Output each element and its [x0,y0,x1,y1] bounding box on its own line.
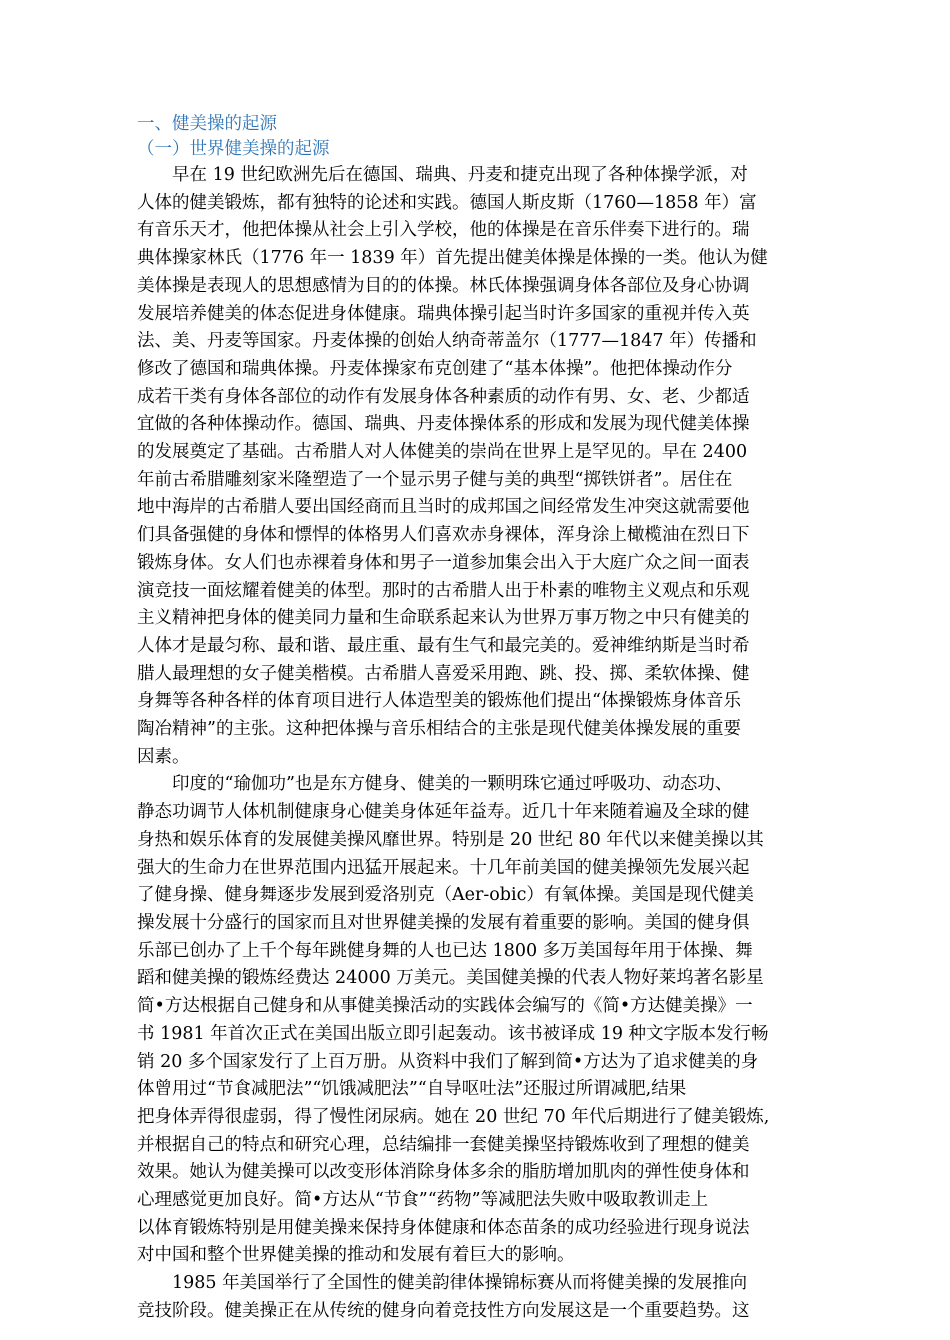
text-line: 宜做的各种体操动作。德国、瑞典、丹麦体操体系的形成和发展为现代健美体操 [137,414,750,435]
text-line: 的发展奠定了基础。古希腊人对人体健美的崇尚在世界上是罕见的。早在 2400 [137,442,748,463]
text-line: 心理感觉更加良好。简•方达从“节食”“药物”等减肥法失败中吸取教训走上 [137,1190,709,1211]
text-line: 简•方达根据自己健身和从事健美操活动的实践体会编写的《简•方达健美操》一 [137,996,753,1017]
paragraph-yoga-and-america [137,771,821,1270]
text-line: 腊人最理想的女子健美楷模。古希腊人喜爱采用跑、跳、投、掷、柔软体操、健 [137,663,750,684]
text-line: 美体操是表现人的思想感情为目的的体操。林氏体操强调身体各部位及身心协调 [137,275,750,296]
text-line: 主义精神把身体的健美同力量和生命联系起来认为世界万事万物之中只有健美的 [137,608,750,629]
text-line: 体曾用过“节食减肥法”“饥饿减肥法”“自导呕吐法”还服过所谓减肥,结果 [137,1079,687,1100]
text-line: 把身体弄得很虚弱，得了慢性闭尿病。她在 20 世纪 70 年代后期进行了健美锻炼, [137,1106,770,1127]
text-line: 竞技阶段。健美操正在从传统的健身向着竞技性方向发展这是一个重要趋势。这 [137,1300,750,1321]
text-line: 修改了德国和瑞典体操。丹麦体操家布克创建了“基本体操”。他把体操动作分 [137,358,733,379]
text-line: 因素。 [137,746,190,767]
text-line: 们具备强健的身体和慓悍的体格男人们喜欢赤身裸体，浑身涂上橄榄油在烈日下 [137,525,750,546]
document-page [137,112,821,1326]
text-line: 年前古希腊雕刻家米隆塑造了一个显示男子健与美的典型“掷铁饼者”。居住在 [137,469,733,490]
text-line: 身热和娱乐体育的发展健美操风靡世界。特别是 20 世纪 80 年代以来健美操以其 [137,829,764,850]
text-line: 静态功调节人体机制健康身心健美身体延年益寿。近几十年来随着遍及全球的健 [137,802,750,823]
text-line: 地中海岸的古希腊人要出国经商而且当时的成邦国之间经常发生冲突这就需要他 [137,497,750,518]
text-line: 效果。她认为健美操可以改变形体消除身体多余的脂肪增加肌肉的弹性使身体和 [137,1162,750,1183]
paragraph-european-origins [137,162,821,771]
text-line: 人体的健美锻炼，都有独特的论述和实践。德国人斯皮斯（1760—1858 年）富 [137,192,757,213]
text-line: 了健身操、健身舞逐步发展到爱洛别克（Aer-obic）有氧体操。美国是现代健美 [137,885,754,906]
text-line: 对中国和整个世界健美操的推动和发展有着巨大的影响。 [137,1245,575,1266]
paragraph-competitive-stage [137,1270,821,1325]
text-line: 1985 年美国举行了全国性的健美韵律体操锦标赛从而将健美操的发展推向 [172,1273,748,1294]
text-line: 陶冶精神”的主张。这种把体操与音乐相结合的主张是现代健美体操发展的重要 [137,719,741,740]
text-line: 并根据自己的特点和研究心理，总结编排一套健美操坚持锻炼收到了理想的健美 [137,1134,750,1155]
text-line: 印度的“瑜伽功”也是东方健身、健美的一颗明珠它通过呼吸功、动态功、 [172,774,733,795]
text-line: 操发展十分盛行的国家而且对世界健美操的发展有着重要的影响。美国的健身俱 [137,912,750,933]
text-line: 蹈和健美操的锻炼经费达 24000 万美元。美国健美操的代表人物好莱坞著名影星 [137,968,764,989]
text-line: 成若干类有身体各部位的动作有发展身体各种素质的动作有男、女、老、少都适 [137,386,750,407]
text-line: 销 20 多个国家发行了上百万册。从资料中我们了解到简•方达为了追求健美的身 [137,1051,759,1072]
text-line: 书 1981 年首次正式在美国出版立即引起轰动。该书被译成 19 种文字版本发行畅 [137,1023,769,1044]
text-line: 锻炼身体。女人们也赤裸着身体和男子一道参加集会出入于大庭广众之间一面表 [137,552,750,573]
text-line: 人体才是最匀称、最和谐、最庄重、最有生气和最完美的。爱神维纳斯是当时希 [137,635,750,656]
text-line: 法、美、丹麦等国家。丹麦体操的创始人纳奇蒂盖尔（1777—1847 年）传播和 [137,331,757,352]
text-line: 典体操家林氏（1776 年一 1839 年）首先提出健美体操是体操的一类。他认为健 [137,248,768,269]
text-line: 强大的生命力在世界范围内迅猛开展起来。十几年前美国的健美操领先发展兴起 [137,857,750,878]
text-line: 身舞等各种各样的体育项目进行人体造型美的锻炼他们提出“体操锻炼身体音乐 [137,691,741,712]
text-line: 乐部已创办了上千个每年跳健身舞的人也已达 1800 多万美国每年用于体操、舞 [137,940,753,961]
text-line: 早在 19 世纪欧洲先后在德国、瑞典、丹麦和捷克出现了各种体操学派，对 [172,165,748,185]
text-line: 有音乐天才，他把体操从社会上引入学校，他的体操是在音乐伴奏下进行的。瑞 [137,220,750,241]
text-line: 发展培养健美的体态促进身体健康。瑞典体操引起当时许多国家的重视并传入英 [137,303,750,324]
text-line: 演竞技一面炫耀着健美的体型。那时的古希腊人出于朴素的唯物主义观点和乐观 [137,580,750,601]
section-heading: 一、健美操的起源 [137,114,277,134]
subsection-heading: （一）世界健美操的起源 [137,139,330,159]
text-line: 以体育锻炼特别是用健美操来保持身体健康和体态苗条的成功经验进行现身说法 [137,1217,750,1238]
